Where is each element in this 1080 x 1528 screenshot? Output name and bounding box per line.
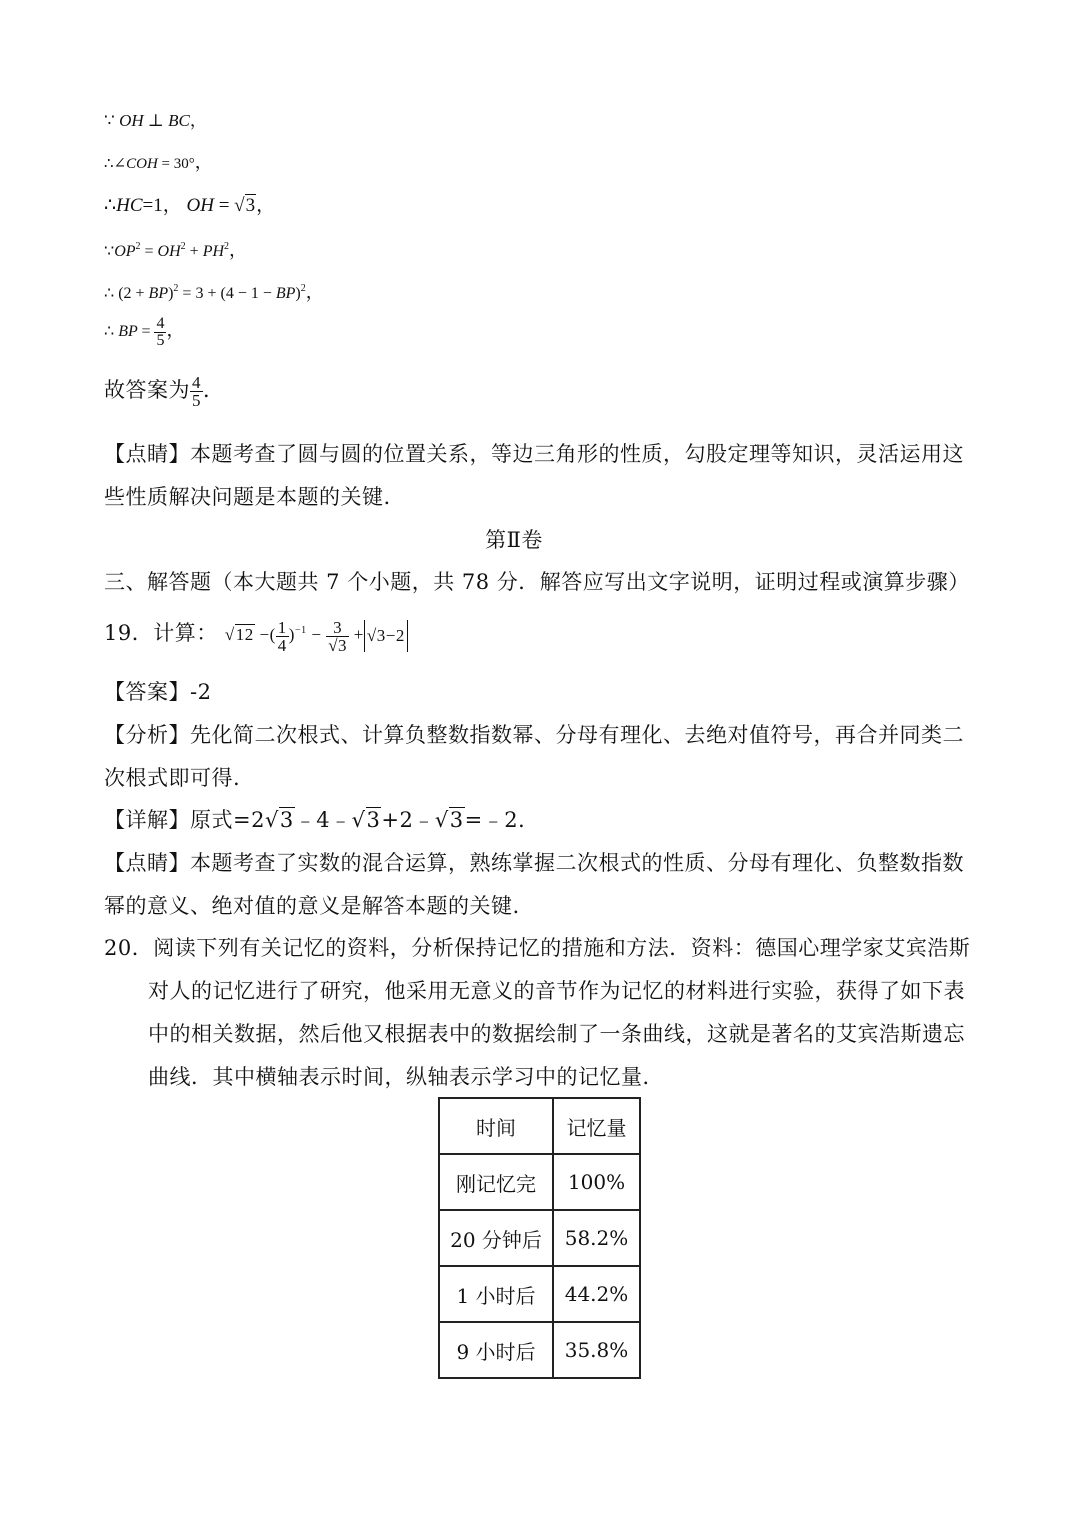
close-paren: ) [295,285,301,302]
radicand: 3 [338,635,348,655]
analysis-19-line-1: 【分析】先化简二次根式、计算负整数指数幂、分母有理化、去绝对值符号，再合并同类二 [104,723,964,747]
radicand: 3 [245,195,256,216]
minus: − [311,625,322,644]
table-row [439,1266,640,1322]
answer-fraction [190,374,203,409]
fraction-1-4 [276,619,289,654]
because-symbol: ∵ [104,111,115,130]
detail-label: 【详解】原式=2 [104,808,265,832]
volume-title: 第Ⅱ卷 [485,528,543,552]
numerator: 4 [156,315,165,332]
solution-line-1 [104,106,207,131]
radical-sign: √ [434,808,449,832]
detail-result: =﹣2． [464,808,540,832]
fraction-3-sqrt3 [326,619,349,654]
segment-oh: OH [186,195,214,216]
radical-sign: √ [224,625,235,644]
plus: + [135,285,145,302]
solution-line-6 [104,316,184,349]
segment-oh: OH [157,243,181,260]
radicand: 3 [279,808,294,832]
absolute-value [364,620,408,652]
segment-bp: BP [118,323,138,341]
question-19-expression [224,617,408,655]
therefore-symbol: ∴ [104,285,115,302]
comma: ， [166,320,185,341]
comment-18-line-2: 些性质解决问题是本题的关键. [104,485,391,509]
table-row [439,1210,640,1266]
angle-symbol: ∠ [113,156,127,172]
radical-sign: √ [366,626,377,646]
comma: ， [229,240,248,260]
equals: = [142,195,154,216]
open-paren: (4 [220,285,234,302]
table-row [439,1154,640,1210]
detail-middle: +2﹣ [381,808,435,832]
equals: = [144,243,154,260]
comma: ， [162,195,182,216]
minus: − [262,285,272,302]
denominator [326,637,349,654]
sqrt-3 [352,808,382,832]
cell-time: 1 小时后 [439,1266,553,1322]
segment-bc: BC [168,111,190,130]
cell-memory: 100% [553,1154,640,1210]
cell-memory: 35.8% [553,1322,640,1378]
equals: = [182,285,192,302]
two: 2 [395,626,405,646]
because-symbol: ∵ [104,243,115,260]
radicand: 3 [366,808,381,832]
header-time: 时间 [439,1098,553,1154]
minus: − [259,625,270,644]
radical-sign: √ [234,195,245,216]
sqrt-3 [435,808,465,832]
angle-coh: COH [126,156,158,172]
open-paren: ( [269,625,276,644]
segment-hc: HC [116,195,143,216]
exponent: 2 [300,283,306,294]
solution-line-2 [104,148,213,174]
plus: + [353,625,364,644]
period: ． [203,378,225,402]
segment-oh: OH [119,111,144,130]
radicand: 12 [235,625,254,644]
plus: + [189,243,199,260]
perp-symbol: ⊥ [147,111,164,130]
therefore-symbol: ∴ [104,156,114,172]
segment-op: OP [114,243,136,260]
segment-bp: BP [275,285,296,302]
radical-sign: √ [264,808,279,832]
comma: ， [194,152,213,172]
close-paren: ) [168,285,174,302]
solution-line-3 [104,190,275,217]
cell-time: 20 分钟后 [439,1210,553,1266]
numerator: 1 [277,617,287,637]
close-paren: ) [288,625,295,644]
three: 3 [195,285,204,302]
detail-middle: ﹣4﹣ [294,808,352,832]
exponent: 2 [173,283,179,294]
question-20-line-2: 对人的记忆进行了研究，他采用无意义的音节作为记忆的材料进行实验，获得了如下表 [148,979,965,1003]
sqrt-3 [234,195,256,217]
exponent: 2 [135,241,141,252]
angle-value: 30° [173,156,195,172]
table-row [439,1322,640,1378]
plus: + [207,285,217,302]
fraction-4-5 [154,316,166,349]
minus: − [237,285,247,302]
comment-19-line-1: 【点睛】本题考查了实数的混合运算，熟练掌握二次根式的性质、分母有理化、负整数指数 [104,851,964,875]
header-memory: 记忆量 [553,1098,640,1154]
comma: ， [256,195,276,216]
segment-bp: BP [148,285,169,302]
open-paren: (2 [118,285,132,302]
equals: = [141,323,151,341]
radical-sign: √ [351,808,366,832]
answer-label: 故答案为 [104,378,190,402]
question-19-label: 19．计算： [104,621,218,645]
segment-ph: PH [202,243,225,260]
therefore-symbol: ∴ [104,323,115,341]
hc-value: 1 [153,195,163,216]
table-header-row [439,1098,640,1154]
equals: = [218,195,230,216]
memory-table [438,1097,641,1379]
comment-19-line-2: 幂的意义、绝对值的意义是解答本题的关键. [104,894,520,918]
cell-time: 9 小时后 [439,1322,553,1378]
denominator: 5 [156,332,165,349]
one: 1 [250,285,259,302]
question-19 [104,606,408,656]
section-3-heading: 三、解答题（本大题共 7 个小题，共 78 分．解答应写出文字说明，证明过程或演算步骤） [104,570,970,594]
exponent: 2 [180,241,186,252]
comment-18-line-1: 【点睛】本题考查了圆与圆的位置关系，等边三角形的性质，勾股定理等知识，灵活运用这 [104,442,964,466]
radicand: 3 [376,626,386,646]
comma: ， [305,282,324,302]
cell-time: 刚记忆完 [439,1154,553,1210]
solution-line-5 [104,278,324,304]
question-20-line-3: 中的相关数据，然后他又根据表中的数据绘制了一条曲线，这就是著名的艾宾浩斯遗忘 [148,1022,965,1046]
sqrt-12 [225,610,255,660]
numerator: 3 [326,619,349,637]
cell-memory: 44.2% [553,1266,640,1322]
radical-sign: √ [328,635,339,655]
numerator: 4 [192,373,201,392]
answer-line [104,374,225,409]
answer-19: 【答案】-2 [104,680,212,704]
denominator: 4 [277,635,287,655]
therefore-symbol: ∴ [104,195,117,216]
radicand: 3 [449,808,464,832]
cell-memory: 58.2% [553,1210,640,1266]
detail-19 [104,804,540,834]
question-20-line-1: 20．阅读下列有关记忆的资料，分析保持记忆的措施和方法．资料：德国心理学家艾宾浩斯 [104,936,971,960]
sqrt-3 [265,808,295,832]
analysis-19-line-2: 次根式即可得. [104,766,241,790]
question-20-line-4: 曲线．其中横轴表示时间，纵轴表示学习中的记忆量． [148,1065,664,1089]
comma: ， [189,111,207,130]
exponent: 2 [224,241,230,252]
denominator: 5 [192,391,201,410]
exponent: −1 [294,625,307,636]
solution-line-4 [104,236,247,262]
minus: − [385,626,396,646]
equals: = [161,156,171,172]
